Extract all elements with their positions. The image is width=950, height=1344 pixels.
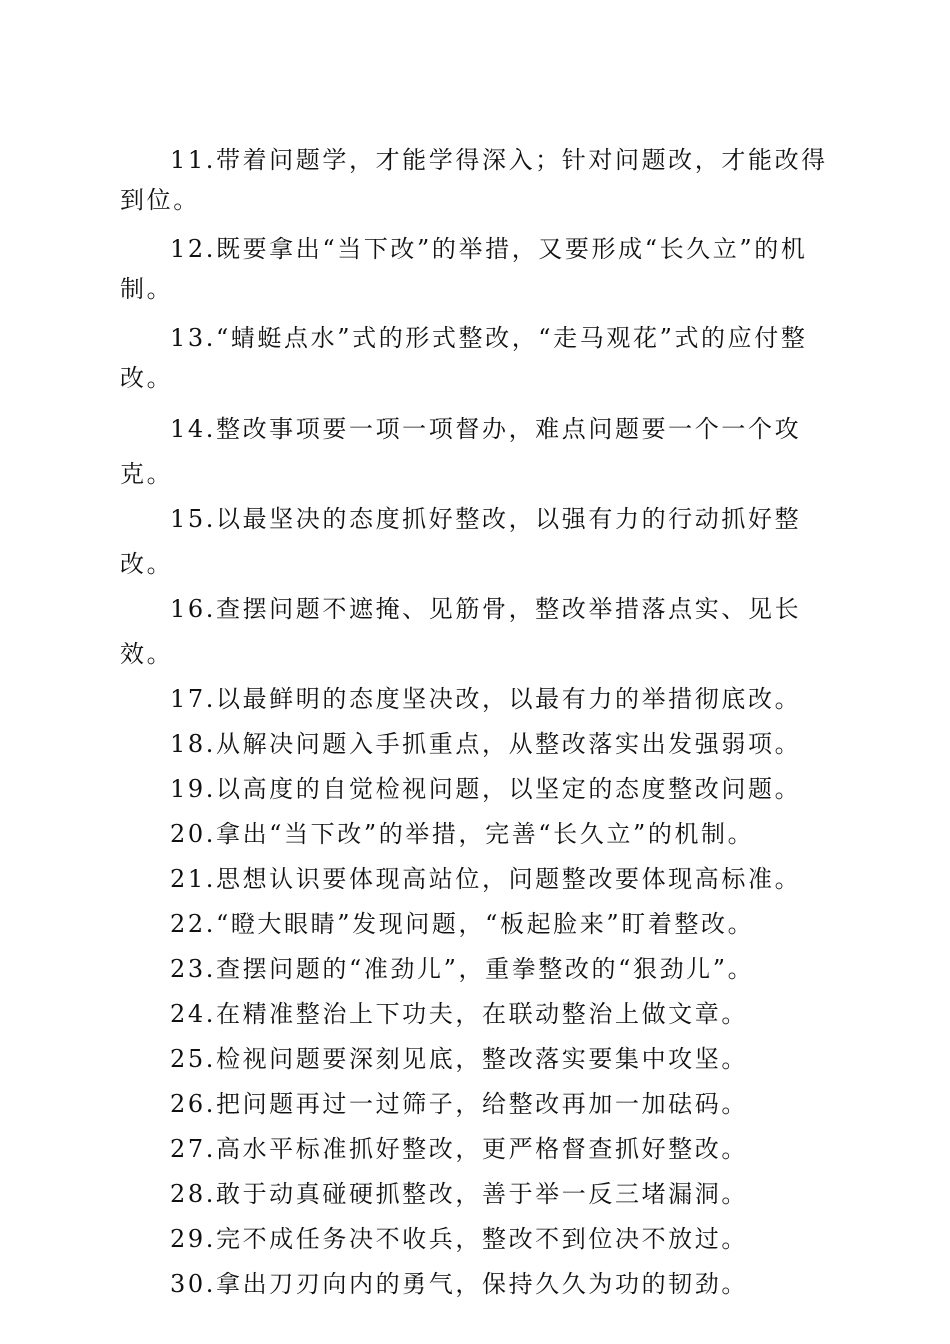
document-body xyxy=(120,140,830,1307)
list-item-22: 22.“瞪大眼睛”发现问题，“板起脸来”盯着整改。 xyxy=(170,910,755,938)
list-item-13: 13.“蜻蜓点水”式的形式整改，“走马观花”式的应付整改。 xyxy=(120,324,808,392)
list-item-17: 17.以最鲜明的态度坚决改，以最有力的举措彻底改。 xyxy=(170,685,802,713)
list-item-28: 28.敢于动真碰硬抓整改，善于举一反三堵漏洞。 xyxy=(170,1180,748,1208)
list-item-12: 12.既要拿出“当下改”的举措，又要形成“长久立”的机制。 xyxy=(120,235,808,303)
list-item-14: 14.整改事项要一项一项督办，难点问题要一个一个攻克。 xyxy=(120,415,802,488)
list-item-21: 21.思想认识要体现高站位，问题整改要体现高标准。 xyxy=(170,865,802,893)
list-item-23: 23.查摆问题的“准劲儿”，重拳整改的“狠劲儿”。 xyxy=(170,955,755,983)
list-item-18: 18.从解决问题入手抓重点，从整改落实出发强弱项。 xyxy=(170,730,802,758)
list-item-27: 27.高水平标准抓好整改，更严格督查抓好整改。 xyxy=(170,1135,748,1163)
list-item-24: 24.在精准整治上下功夫，在联动整治上做文章。 xyxy=(170,1000,748,1028)
list-item-16: 16.查摆问题不遮掩、见筋骨，整改举措落点实、见长效。 xyxy=(120,595,802,668)
list-item-30: 30.拿出刀刃向内的勇气，保持久久为功的韧劲。 xyxy=(170,1270,748,1298)
list-item-29: 29.完不成任务决不收兵，整改不到位决不放过。 xyxy=(170,1225,748,1253)
list-item-25: 25.检视问题要深刻见底，整改落实要集中攻坚。 xyxy=(170,1045,748,1073)
list-item-11: 11.带着问题学，才能学得深入；针对问题改，才能改得到位。 xyxy=(120,146,828,214)
list-item-20: 20.拿出“当下改”的举措，完善“长久立”的机制。 xyxy=(170,820,755,848)
list-item-26: 26.把问题再过一过筛子，给整改再加一加砝码。 xyxy=(170,1090,748,1118)
list-item-19: 19.以高度的自觉检视问题，以坚定的态度整改问题。 xyxy=(170,775,802,803)
list-item-15: 15.以最坚决的态度抓好整改，以强有力的行动抓好整改。 xyxy=(120,505,802,578)
